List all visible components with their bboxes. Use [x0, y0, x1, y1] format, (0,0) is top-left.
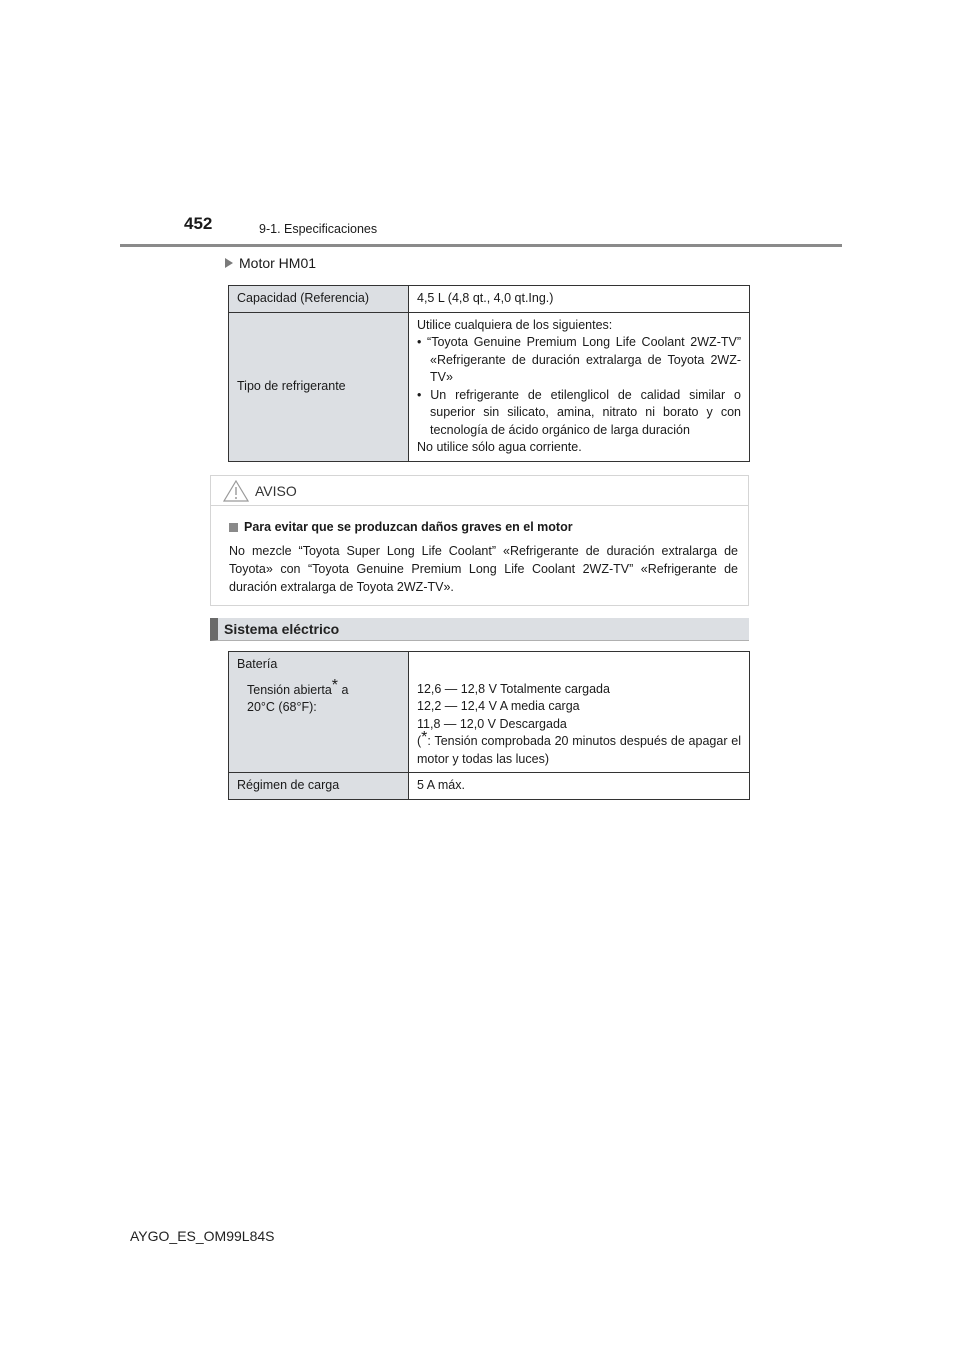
warning-triangle-icon [223, 480, 249, 502]
square-bullet-icon [229, 523, 238, 532]
charge-label: Régimen de carga [229, 773, 409, 800]
capacity-value: 4,5 L (4,8 qt., 4,0 qt.Ing.) [409, 286, 750, 313]
notice-box [210, 475, 749, 606]
coolant-label: Tipo de refrigerante [229, 312, 409, 461]
coolant-spec-table [228, 285, 750, 462]
footnote-star: * [421, 728, 428, 746]
voltage-half: 12,2 — 12,4 V A media carga [417, 699, 580, 713]
charge-value: 5 A máx. [409, 773, 750, 800]
footnote-star: * [331, 677, 339, 695]
notice-header [211, 476, 748, 506]
voltage-label-temp: 20°C (68°F): [247, 700, 317, 714]
table-row [229, 286, 750, 313]
voltage-label [237, 677, 400, 717]
section-title: 9-1. Especificaciones [259, 222, 378, 236]
voltage-full: 12,6 — 12,8 V Totalmente cargada [417, 681, 610, 696]
table-row [229, 312, 750, 461]
electrical-heading: Sistema eléctrico [210, 618, 749, 641]
capacity-label: Capacidad (Referencia) [229, 286, 409, 313]
voltage-footnote [417, 728, 741, 768]
footnote-open: ( [417, 734, 422, 748]
document-code: AYGO_ES_OM99L84S [130, 1228, 275, 1244]
voltage-label-text: Tensión abierta [247, 682, 332, 697]
coolant-bullet-2: • Un refrigerante de etilenglicol de calidad similar o superior sin silicato, amina, nitrato ni borato y con tecnología de ácido orgánico de larga duración [417, 387, 741, 437]
voltage-values [409, 652, 750, 773]
notice-subtitle [229, 518, 738, 536]
page-number: 452 [184, 214, 213, 233]
footnote-text: : Tensión comprobada 20 minutos después de apagar el motor y todas las luces) [417, 734, 741, 766]
notice-subtitle-text: Para evitar que se produzcan daños graves en el motor [244, 520, 573, 534]
triangle-bullet-icon [225, 258, 233, 268]
motor-subheading [225, 255, 316, 271]
electrical-spec-table [228, 651, 750, 800]
coolant-value [409, 312, 750, 461]
notice-body [211, 506, 748, 597]
table-row [229, 773, 750, 800]
notice-text: No mezcle “Toyota Super Long Life Coolant” «Refrigerante de duración extralarga de Toyota» con “Toyota Genuine Premium Long Life Coolant 2WZ-TV” «Refrigerante de duración extralarga de Toyota 2WZ-TV». [229, 544, 738, 595]
voltage-label-suffix: a [338, 682, 349, 697]
motor-subheading-text: Motor HM01 [239, 255, 317, 271]
battery-label-cell [229, 652, 409, 773]
battery-label: Batería [237, 657, 278, 671]
voltage-discharged: 11,8 — 12,0 V Descargada [417, 716, 567, 731]
coolant-note: No utilice sólo agua corriente. [417, 440, 582, 454]
notice-title: AVISO [255, 482, 297, 499]
header-divider [120, 244, 842, 247]
table-row [229, 652, 750, 773]
coolant-bullet-1: • “Toyota Genuine Premium Long Life Coolant 2WZ-TV” «Refrigerante de duración extralarga de Toyota 2WZ-TV» [417, 335, 741, 384]
coolant-intro: Utilice cualquiera de los siguientes: [417, 317, 613, 332]
